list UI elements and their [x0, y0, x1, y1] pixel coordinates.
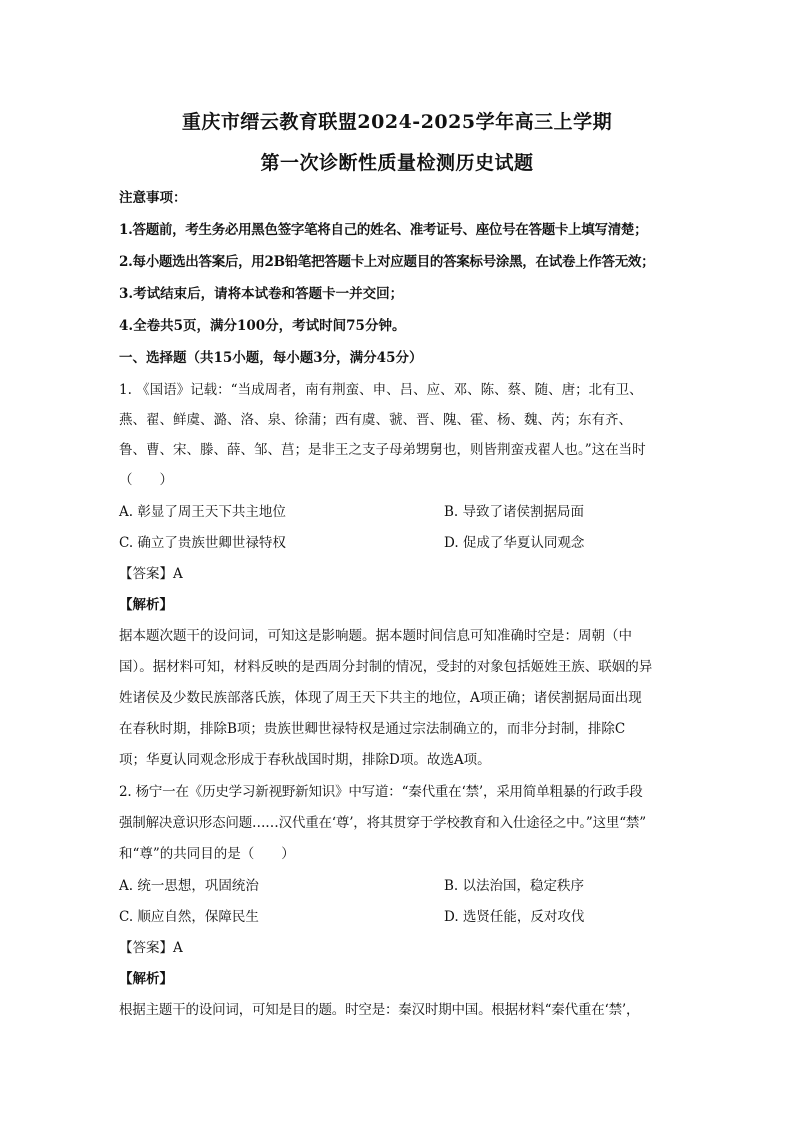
q2-option-b: B. 以法治国，稳定秩序 — [444, 878, 585, 894]
q2-answer: 【答案】A — [119, 940, 183, 956]
q1-option-d: D. 促成了华夏认同观念 — [444, 535, 585, 551]
q1-analysis-line: 据本题次题干的设问词，可知这是影响题。据本题时间信息可知准确时空是：周朝（中 — [119, 628, 632, 644]
notice-item-4: 4.全卷共5页，满分100分，考试时间75分钟。 — [119, 318, 406, 334]
notice-item-1: 1.答题前，考生务必用黑色签字笔将自己的姓名、准考证号、座位号在答题卡上填写清楚； — [119, 222, 648, 238]
q2-analysis-label: 【解析】 — [119, 971, 173, 987]
q1-stem-line: 燕、翟、鲜虞、潞、洛、泉、徐蒲；西有虞、虢、晋、隗、霍、杨、魏、芮；东有齐、 — [119, 412, 632, 428]
q1-analysis-line: 姓诸侯及少数民族部落氏族，体现了周王天下共主的地位，A项正确；诸侯割据局面出现 — [119, 690, 642, 706]
q2-stem-line: 和“尊”的共同目的是（ ） — [119, 846, 295, 862]
q1-stem-line: 鲁、曹、宋、滕、薛、邹、莒；是非王之支子母弟甥舅也，则皆荆蛮戎翟人也。”这在当时 — [119, 442, 646, 458]
notice-heading: 注意事项： — [119, 190, 187, 206]
q1-analysis-line: 国）。据材料可知，材料反映的是西周分封制的情况，受封的对象包括姬姓王族、联姻的异 — [119, 659, 653, 675]
q1-stem-line: （ ） — [119, 472, 173, 488]
q1-analysis-line: 在春秋时期，排除B项；贵族世卿世禄特权是通过宗法制确立的，而非分封制，排除C — [119, 721, 626, 737]
notice-item-2: 2.每小题选出答案后，用2B铅笔把答题卡上对应题目的答案标号涂黑，在试卷上作答无效； — [119, 254, 655, 270]
exam-title-line1: 重庆市缙云教育联盟2024-2025学年高三上学期 — [181, 111, 613, 133]
exam-title-line2: 第一次诊断性质量检测历史试题 — [260, 152, 534, 174]
section-heading: 一、选择题（共15小题，每小题3分，满分45分） — [119, 350, 423, 366]
notice-item-3: 3.考试结束后，请将本试卷和答题卡一并交回； — [119, 286, 404, 302]
q2-stem-line: 2. 杨宁一在《历史学习新视野新知识》中写道：“秦代重在‘禁’，采用简单粗暴的行政手段 — [119, 784, 643, 800]
q2-option-c: C. 顺应自然，保障民生 — [119, 909, 259, 925]
q1-option-b: B. 导致了诸侯割据局面 — [444, 504, 585, 520]
q2-option-a: A. 统一思想，巩固统治 — [119, 878, 259, 894]
q2-stem-line: 强制解决意识形态问题……汉代重在‘尊’，将其贯穿于学校教育和入仕途径之中。”这里“禁” — [119, 815, 646, 831]
q2-option-d: D. 选贤任能，反对攻伐 — [444, 909, 585, 925]
q1-option-a: A. 彰显了周王天下共主地位 — [119, 504, 286, 520]
q2-analysis-line: 根据主题干的设问词，可知是目的题。时空是：秦汉时期中国。根据材料“秦代重在‘禁’， — [119, 1002, 640, 1018]
q1-option-c: C. 确立了贵族世卿世禄特权 — [119, 535, 286, 551]
q1-answer: 【答案】A — [119, 566, 183, 582]
q1-analysis-label: 【解析】 — [119, 597, 173, 613]
q1-stem-line: 1. 《国语》记载：“当成周者，南有荆蛮、申、吕、应、邓、陈、蔡、随、唐；北有卫、 — [119, 382, 643, 398]
q1-analysis-line: 项；华夏认同观念形成于春秋战国时期，排除D项。故选A项。 — [119, 752, 491, 768]
